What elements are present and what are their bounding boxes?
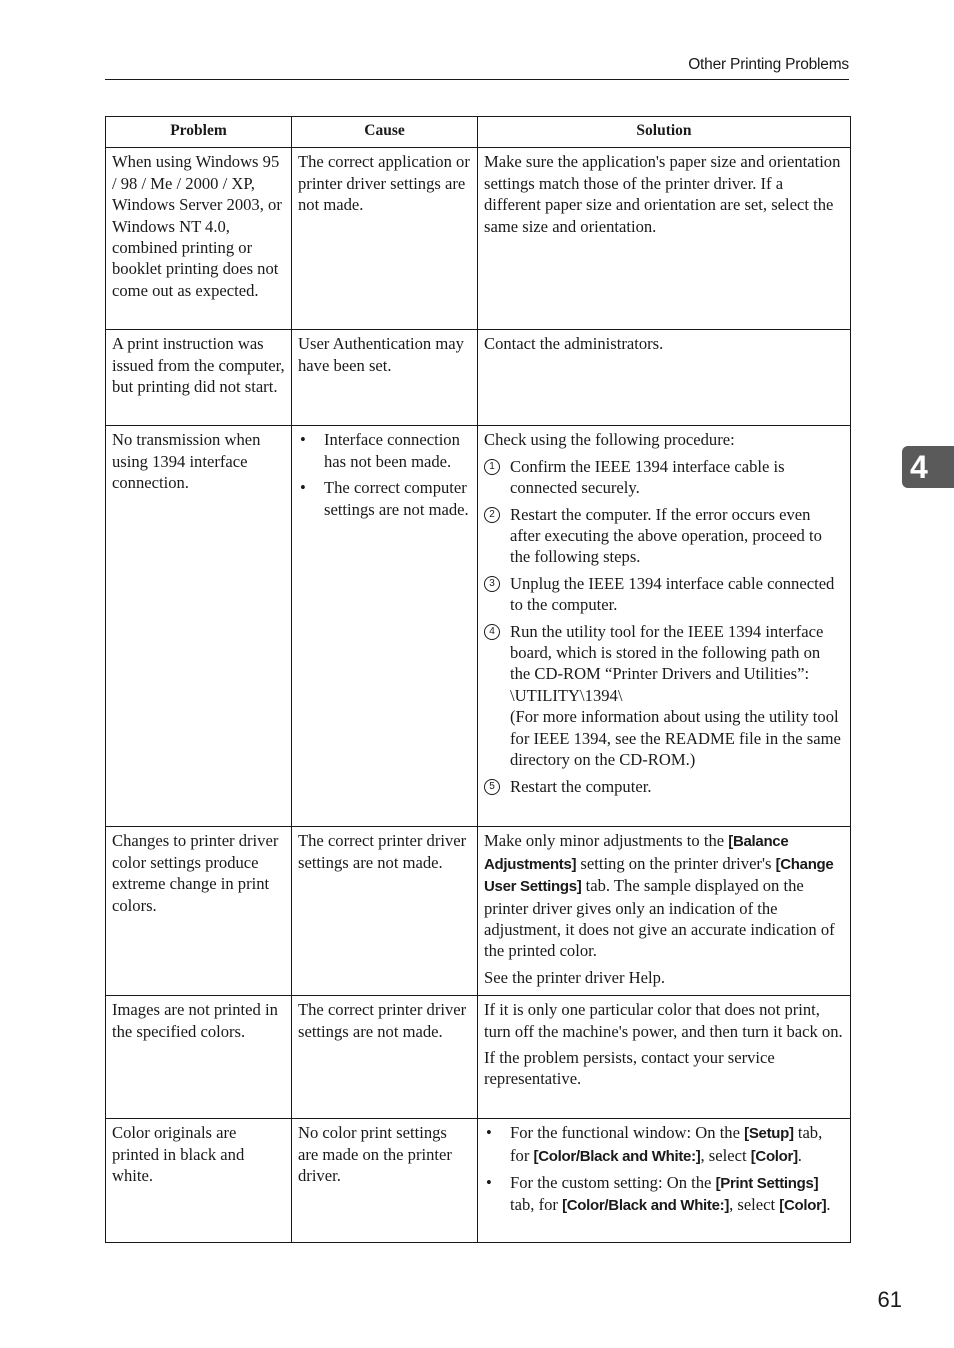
column-header-cause: Cause <box>292 117 478 148</box>
procedure-step <box>484 573 844 616</box>
balance-adjustments-setting-label: [Balance Adjustments] <box>484 833 789 873</box>
solution-paragraph <box>484 830 844 961</box>
table-row <box>106 148 851 330</box>
step-number-badge: 2 <box>484 507 500 523</box>
table-row <box>106 426 851 827</box>
step-text: Run the utility tool for the IEEE 1394 interface board, which is stored in the following path on the CD-ROM “Printer Drivers and Utilities”: <box>510 621 824 684</box>
problem-cell: Changes to printer driver color settings produce extreme change in print colors. <box>106 827 292 996</box>
chapter-tab: 4 <box>902 446 954 488</box>
table-row <box>106 1119 851 1243</box>
cause-item: • The correct computer settings are not made. <box>298 477 471 520</box>
step-note: (For more information about using the utility tool for IEEE 1394, see the README file in the same directory on the CD-ROM.) <box>510 707 841 770</box>
running-header-title: Other Printing Problems <box>688 56 849 73</box>
solution-paragraph: If it is only one particular color that does not print, turn off the machine's power, and then turn it back on. <box>484 1000 843 1041</box>
solution-cell <box>478 1119 851 1243</box>
cause-cell: The correct printer driver settings are not made. <box>292 996 478 1119</box>
color-black-white-option-label: [Color/Black and White:] <box>533 1147 701 1165</box>
solution-text: . <box>797 1145 802 1165</box>
solution-text: Make only minor adjustments to the <box>484 831 729 851</box>
solution-cell: Make sure the application's paper size and orientation settings match those of the printer driver. If a different paper size and orientation are set, select the same size and orientation. <box>478 148 851 330</box>
step-number-badge: 3 <box>484 576 500 592</box>
cause-list <box>298 429 471 520</box>
cause-item: • Interface connection has not been made. <box>298 429 471 472</box>
solution-text: , select <box>729 1195 780 1215</box>
color-black-white-option-label: [Color/Black and White:] <box>562 1197 730 1215</box>
solution-text: tab, for <box>510 1123 823 1165</box>
solution-cell <box>478 996 851 1119</box>
solution-text: For the custom setting: On the <box>510 1173 716 1193</box>
problem-cell: A print instruction was issued from the computer, but printing did not start. <box>106 330 292 426</box>
step-text: Restart the computer. If the error occurs even after executing the above operation, proceed to the following steps. <box>510 504 822 567</box>
procedure-step <box>484 504 844 568</box>
problem-cell: Color originals are printed in black and white. <box>106 1119 292 1243</box>
solution-item <box>484 1172 844 1217</box>
troubleshooting-table <box>105 116 851 1243</box>
solution-text: , select <box>700 1145 751 1165</box>
procedure-step <box>484 621 844 771</box>
color-value-label: [Color] <box>779 1197 827 1215</box>
print-settings-tab-label: [Print Settings] <box>715 1175 819 1193</box>
table-row <box>106 330 851 426</box>
running-header <box>105 56 849 80</box>
setup-tab-label: [Setup] <box>744 1125 794 1143</box>
color-value-label: [Color] <box>750 1147 798 1165</box>
cause-cell <box>292 426 478 827</box>
solution-cell <box>478 426 851 827</box>
step-number-badge: 5 <box>484 779 500 795</box>
solution-list <box>484 1122 844 1217</box>
column-header-solution: Solution <box>478 117 851 148</box>
solution-text: tab, for <box>510 1195 563 1215</box>
procedure-step <box>484 776 844 797</box>
table-row <box>106 827 851 996</box>
solution-text: . <box>826 1195 831 1215</box>
cause-cell: No color print settings are made on the printer driver. <box>292 1119 478 1243</box>
step-text: Confirm the IEEE 1394 interface cable is connected securely. <box>510 456 785 498</box>
step-number-badge: 1 <box>484 459 500 475</box>
change-user-settings-tab-label: [Change User Settings] <box>484 855 834 896</box>
procedure-step <box>484 456 844 499</box>
solution-paragraph: See the printer driver Help. <box>484 967 666 987</box>
problem-cell: When using Windows 95 / 98 / Me / 2000 / XP, Windows Server 2003, or Windows NT 4.0, combined printing or booklet printing does not come out as expected. <box>106 148 292 330</box>
step-number-badge: 4 <box>484 624 500 640</box>
table-header-row <box>106 117 851 148</box>
problem-cell: No transmission when using 1394 interface connection. <box>106 426 292 827</box>
procedure-intro: Check using the following procedure: <box>484 430 735 450</box>
solution-cell <box>478 827 851 996</box>
solution-paragraph: If the problem persists, contact your service representative. <box>484 1048 775 1089</box>
table-row <box>106 996 851 1119</box>
solution-item <box>484 1122 844 1167</box>
procedure-steps <box>484 456 844 797</box>
utility-path: \UTILITY\1394\ <box>510 685 623 705</box>
problem-cell: Images are not printed in the specified colors. <box>106 996 292 1119</box>
column-header-problem: Problem <box>106 117 292 148</box>
solution-text: setting on the printer driver's <box>576 853 776 873</box>
step-text: Unplug the IEEE 1394 interface cable connected to the computer. <box>510 573 835 615</box>
step-text: Restart the computer. <box>510 776 652 796</box>
cause-cell: The correct application or printer driver settings are not made. <box>292 148 478 330</box>
page-number: 61 <box>877 1287 902 1312</box>
cause-cell: User Authentication may have been set. <box>292 330 478 426</box>
solution-text: For the functional window: On the <box>510 1123 745 1143</box>
solution-cell: Contact the administrators. <box>478 330 851 426</box>
solution-text: tab. The sample displayed on the printer driver gives only an indication of the adjustment, it does not give an accurate indication of the printed color. <box>484 876 835 961</box>
cause-cell: The correct printer driver settings are not made. <box>292 827 478 996</box>
